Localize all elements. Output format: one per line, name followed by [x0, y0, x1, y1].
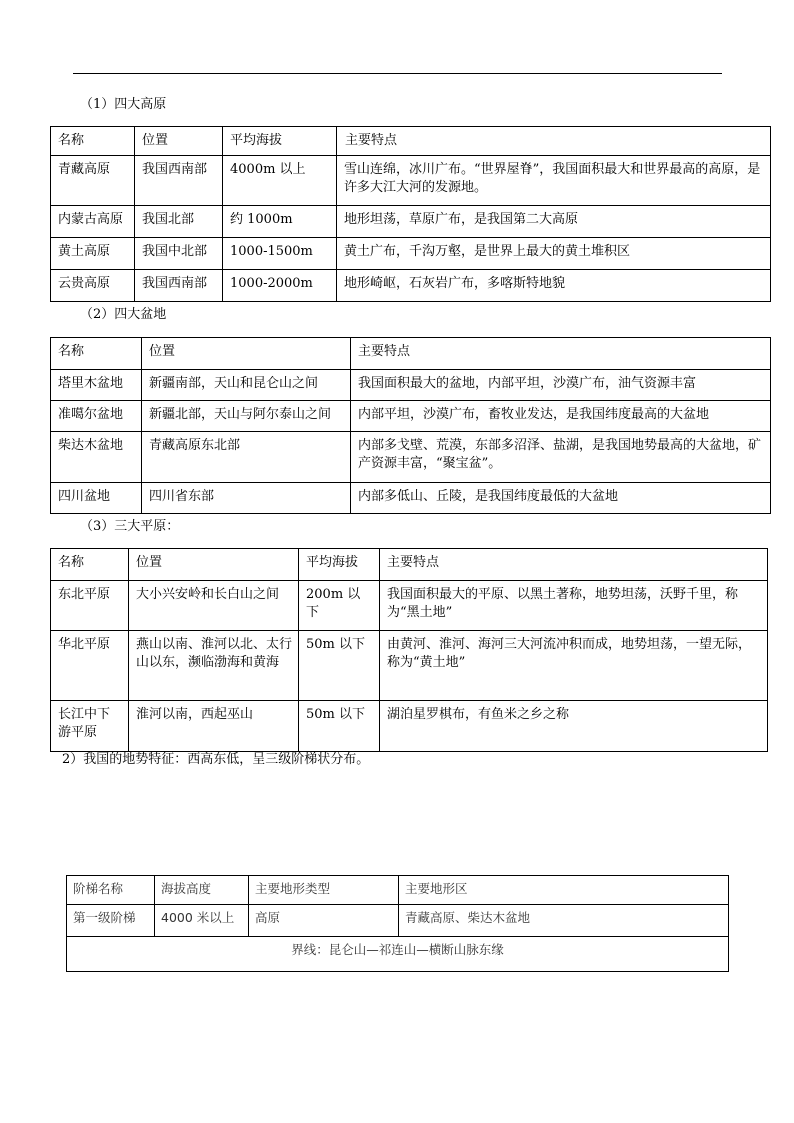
table-cell: 雪山连绵，冰川广布。“世界屋脊”，我国面积最大和世界最高的高原，是许多大江大河的发源地。	[337, 156, 771, 206]
table-cell: 四川省东部	[142, 483, 351, 514]
table-cell: 四川盆地	[51, 483, 142, 514]
table-cell: 我国西南部	[135, 270, 223, 302]
table-cell: 黄土高原	[51, 238, 135, 270]
table-cell: 约 1000m	[223, 206, 337, 238]
header-cell: 主要特点	[351, 338, 771, 370]
header-cell: 平均海拔	[299, 549, 380, 581]
table-cell: 第一级阶梯	[67, 905, 155, 937]
section-title-basins: （2）四大盆地	[80, 307, 167, 322]
table-cell: 由黄河、淮河、海河三大河流冲积而成，地势坦荡，一望无际，称为“黄土地”	[380, 631, 768, 701]
header-cell: 位置	[142, 338, 351, 370]
section-title-plains: （3）三大平原：	[80, 519, 180, 534]
table-row	[51, 270, 771, 302]
table-cell: 我国西南部	[135, 156, 223, 206]
table-cell: 东北平原	[51, 581, 129, 631]
header-cell: 名称	[51, 127, 135, 156]
section-title-plateaus: （1）四大高原	[80, 97, 167, 112]
header-rule	[73, 73, 722, 74]
table-cell: 地形坦荡，草原广布，是我国第二大高原	[337, 206, 771, 238]
table-cell: 我国面积最大的平原、以黑土著称，地势坦荡，沃野千里，称为“黑土地”	[380, 581, 768, 631]
header-cell: 位置	[135, 127, 223, 156]
table-row	[51, 206, 771, 238]
table-row	[51, 701, 768, 752]
header-cell: 名称	[51, 549, 129, 581]
table-header-row	[51, 127, 771, 156]
boundary-cell: 界线：昆仑山—祁连山—横断山脉东缘	[67, 937, 729, 972]
table-cell: 淮河以南，西起巫山	[129, 701, 299, 752]
table-cell: 4000 米以上	[155, 905, 249, 937]
table-row	[51, 631, 768, 701]
plains-table	[50, 548, 768, 752]
header-cell: 阶梯名称	[67, 876, 155, 905]
table-cell: 4000m 以上	[223, 156, 337, 206]
table-header-row	[51, 338, 771, 370]
table-cell: 地形崎岖，石灰岩广布，多喀斯特地貌	[337, 270, 771, 302]
header-cell: 海拔高度	[155, 876, 249, 905]
table-cell: 内部多低山、丘陵，是我国纬度最低的大盆地	[351, 483, 771, 514]
table-row	[67, 905, 729, 937]
table-cell: 青藏高原	[51, 156, 135, 206]
table-cell: 内蒙古高原	[51, 206, 135, 238]
table-row	[51, 238, 771, 270]
table-cell: 内部多戈壁、荒漠，东部多沼泽、盐湖，是我国地势最高的大盆地，矿产资源丰富，“聚宝盆”。	[351, 432, 771, 483]
table-row	[51, 401, 771, 432]
table-cell: 1000-1500m	[223, 238, 337, 270]
header-cell: 平均海拔	[223, 127, 337, 156]
header-cell: 位置	[129, 549, 299, 581]
table-row	[51, 370, 771, 401]
table-cell: 塔里木盆地	[51, 370, 142, 401]
table-cell: 青藏高原东北部	[142, 432, 351, 483]
table-cell: 青藏高原、柴达木盆地	[399, 905, 729, 937]
table-cell: 长江中下游平原	[51, 701, 129, 752]
table-row	[51, 156, 771, 206]
header-cell: 主要地形类型	[249, 876, 399, 905]
table-cell: 我国中北部	[135, 238, 223, 270]
staircase-table	[66, 875, 729, 972]
table-row	[51, 432, 771, 483]
header-cell: 主要地形区	[399, 876, 729, 905]
table-row	[51, 581, 768, 631]
table-cell: 1000-2000m	[223, 270, 337, 302]
table-cell: 黄土广布，千沟万壑，是世界上最大的黄土堆积区	[337, 238, 771, 270]
table-header-row	[51, 549, 768, 581]
table-header-row	[67, 876, 729, 905]
table-cell: 50m 以下	[299, 631, 380, 701]
table-cell: 新疆北部，天山与阿尔泰山之间	[142, 401, 351, 432]
table-row	[51, 483, 771, 514]
table-cell: 湖泊星罗棋布，有鱼米之乡之称	[380, 701, 768, 752]
table-cell: 50m 以下	[299, 701, 380, 752]
basins-table	[50, 337, 771, 514]
table-cell: 高原	[249, 905, 399, 937]
table-cell: 我国面积最大的盆地，内部平坦，沙漠广布，油气资源丰富	[351, 370, 771, 401]
table-cell: 准噶尔盆地	[51, 401, 142, 432]
table-cell: 华北平原	[51, 631, 129, 701]
table-cell: 内部平坦，沙漠广布，畜牧业发达，是我国纬度最高的大盆地	[351, 401, 771, 432]
table-cell: 柴达木盆地	[51, 432, 142, 483]
terrain-note: 2）我国的地势特征：西高东低，呈三级阶梯状分布。	[62, 752, 370, 767]
header-cell: 主要特点	[380, 549, 768, 581]
table-cell: 新疆南部，天山和昆仑山之间	[142, 370, 351, 401]
header-cell: 名称	[51, 338, 142, 370]
header-cell: 主要特点	[337, 127, 771, 156]
table-row	[67, 937, 729, 972]
table-cell: 我国北部	[135, 206, 223, 238]
table-cell: 大小兴安岭和长白山之间	[129, 581, 299, 631]
table-cell: 200m 以下	[299, 581, 380, 631]
table-cell: 云贵高原	[51, 270, 135, 302]
table-cell: 燕山以南、淮河以北、太行山以东，濒临渤海和黄海	[129, 631, 299, 701]
plateaus-table	[50, 126, 771, 302]
